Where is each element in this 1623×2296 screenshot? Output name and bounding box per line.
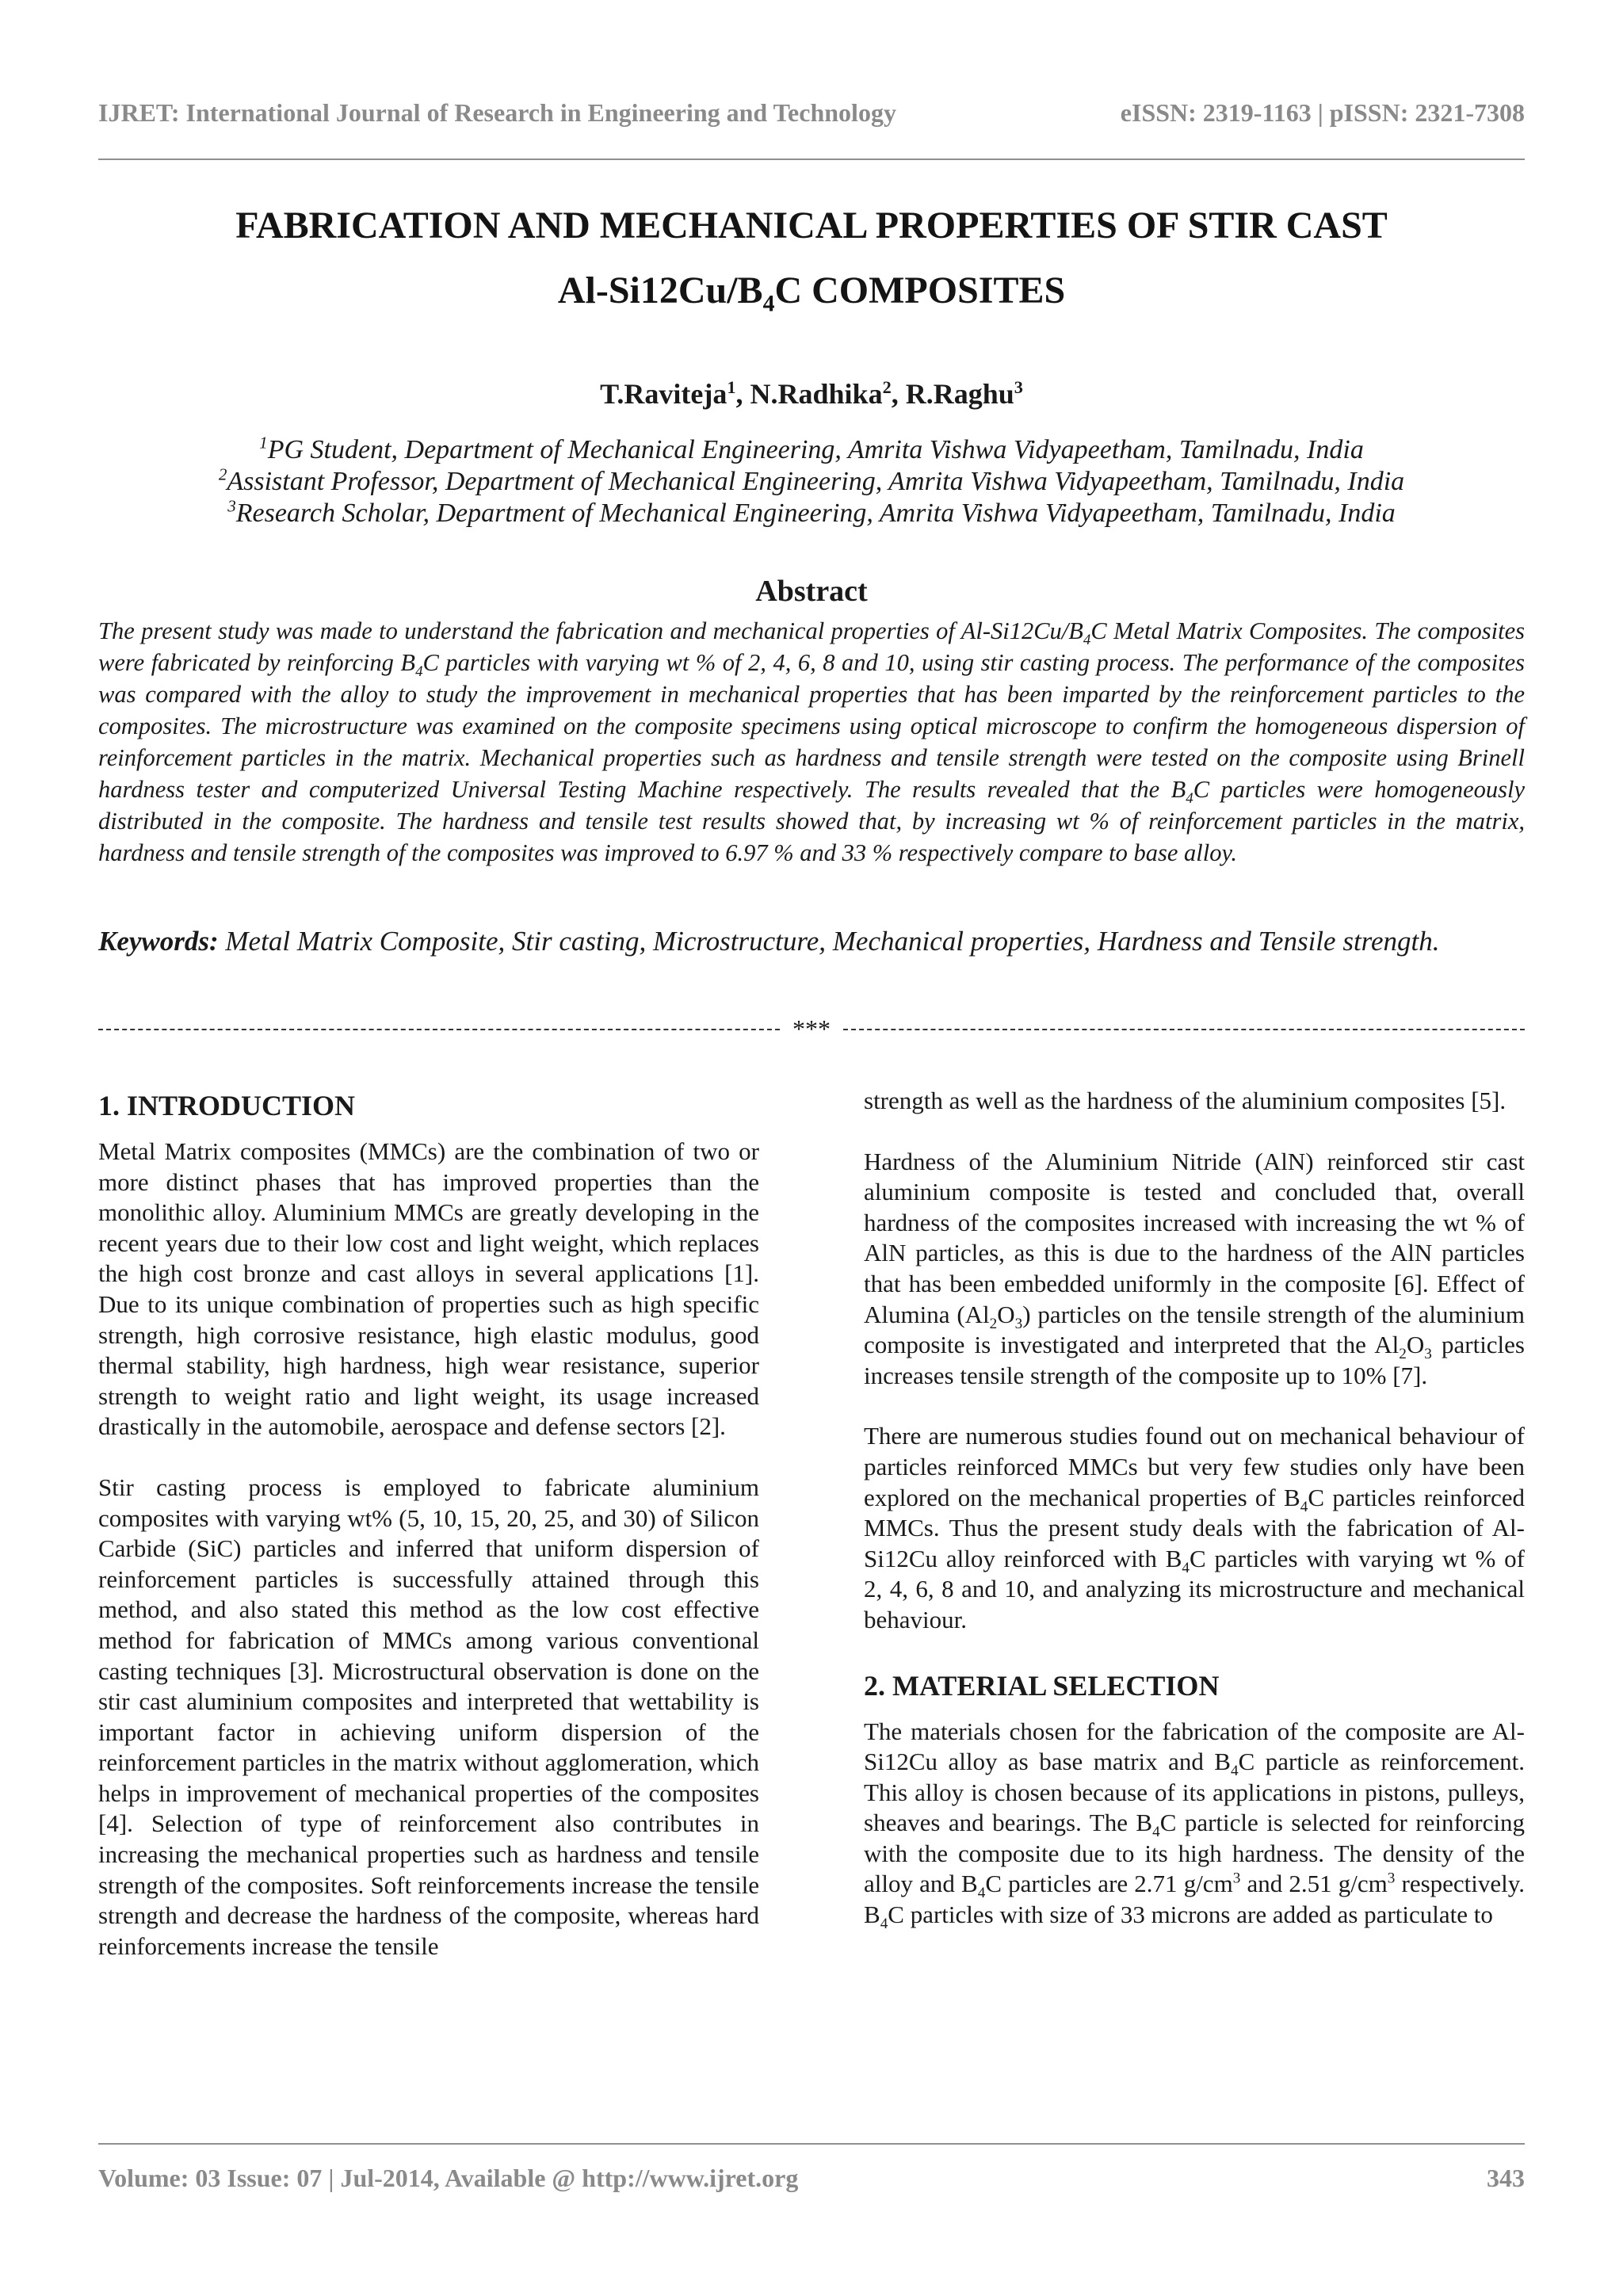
author-name: N.Radhika	[750, 378, 883, 410]
divider-stars: ***	[792, 1014, 831, 1043]
keywords-text: Metal Matrix Composite, Stir casting, Microstructure, Mechanical properties, Hardness and Tensile strength.	[225, 926, 1440, 957]
affiliation-2: $^2$Assistant Professor, Department of Mechanical Engineering, Amrita Vishwa Vidyapeetham, Tamilnadu, India	[218, 464, 1405, 496]
keywords-label: Keywords:	[98, 926, 219, 957]
affiliation-3: $^3$Research Scholar, Department of Mechanical Engineering, Amrita Vishwa Vidyapeetham, Tamilnadu, India	[227, 496, 1396, 528]
divider-dash-left	[98, 1029, 780, 1030]
journal-header: IJRET: International Journal of Research in Engineering and Technology	[98, 98, 896, 127]
paragraph: Stir casting process is employed to fabricate aluminium composites with varying wt% (5, 10, 15, 20, 25, and 30) of Silicon Carbide (SiC) particles and inferred that uniform dispersion of reinforcement particles is successfully attained through this method, and also stated this method as the low cost effective method for fabrication of MMCs among various conventional casting techniques [3]. Microstructural observation is done on the stir cast aluminium composites and interpreted that wettability is important factor in achieving uniform dispersion of the reinforcement particles in the matrix without agglomeration, which helps in improvement of mechanical properties of the composites [4]. Selection of type of reinforcement also contributes in increasing the mechanical properties such as hardness and tensile strength of the composites. Soft reinforcements increase the tensile strength and decrease the hardness of the composite, whereas hard reinforcements increase the tensile	[98, 1473, 759, 1960]
section-heading-introduction: 1. INTRODUCTION	[98, 1090, 356, 1121]
right-column	[864, 1086, 1525, 1961]
section-divider	[98, 1013, 1525, 1045]
paragraph: There are numerous studies found out on mechanical behaviour of particles reinforced MMCs but very few studies only have been explored on the mechanical properties of $B_4C$ particles reinforced MMCs. Thus the present study deals with the fabrication of Al-Si12Cu alloy reinforced with $B_4C$ particles with varying wt % of 2, 4, 6, 8 and 10, and analyzing its microstructure and mechanical behaviour.	[864, 1422, 1525, 1633]
author-name: T.Raviteja	[600, 378, 727, 410]
author-list: T.Raviteja$^1$, N.Radhika$^2$, R.Raghu$^3$	[600, 377, 1023, 410]
abstract-text: The present study was made to understand the fabrication and mechanical properties of $Al-Si12Cu/B_4C$ Metal Matrix Composites. The composites were fabricated by reinforcing $B_4C$ particles with varying wt % of 2, 4, 6, 8 and 10, using stir casting process. The performance of the composites was compared with the alloy to study the improvement in mechanical properties that has been imparted by the reinforcement particles to the composites. The microstructure was examined on the composite specimens using optical microscope to confirm the homogeneous dispersion of reinforcement particles in the matrix. Mechanical properties such as hardness and tensile strength were tested on the composite using Brinell hardness tester and computerized Universal Testing Machine respectively. The results revealed that the $B_4C$ particles were homogeneously distributed in the composite. The hardness and tensile test results showed that, by increasing wt % of reinforcement particles in the matrix, hardness and tensile strength of the composites was improved to 6.97 % and 33 % respectively compare to base alloy.	[98, 617, 1526, 866]
paragraph: Metal Matrix composites (MMCs) are the combination of two or more distinct phases that has improved properties than the monolithic alloy. Aluminium MMCs are greatly developing in the recent years due to their low cost and light weight, which replaces the high cost bronze and cast alloys in several applications [1]. Due to its unique combination of properties such as high specific strength, high corrosive resistance, high elastic modulus, good thermal stability, high hardness, high wear resistance, superior strength to weight ratio and light weight, its usage increased drastically in the automobile, aerospace and defense sectors [2].	[98, 1137, 759, 1441]
paragraph: Hardness of the Aluminium Nitride (AlN) reinforced stir cast aluminium composite is tested and concluded that, overall hardness of the composites increased with increasing the wt % of AlN particles, as this is due to the hardness of the AlN particles that has been embedded uniformly in the composite [6]. Effect of Alumina $(Al_2O_3)$ particles on the tensile strength of the aluminium composite is investigated and interpreted that the $Al_2O_3$ particles increases tensile strength of the composite up to 10% [7].	[864, 1147, 1525, 1389]
author-name: R.Raghu	[905, 378, 1014, 410]
page-number: 343	[1487, 2164, 1525, 2192]
left-column	[98, 1086, 759, 1992]
affiliation-1: $^1$PG Student, Department of Mechanical Engineering, Amrita Vishwa Vidyapeetham, Tamilnadu, India	[259, 433, 1364, 464]
header-rule	[98, 159, 1525, 160]
title-line-1: FABRICATION AND MECHANICAL PROPERTIES OF STIR CAST	[235, 204, 1388, 246]
paragraph: strength as well as the hardness of the aluminium composites [5].	[864, 1087, 1507, 1114]
keywords	[98, 916, 1525, 967]
paragraph: The materials chosen for the fabrication of the composite are Al-Si12Cu alloy as base matrix and $B_4C$ particle as reinforcement. This alloy is chosen because of its applications in pistons, pulleys, sheaves and bearings. The $B_4C$ particle is selected for reinforcing with the composite due to its high hardness. The density of the alloy and $B_4C$ particles are 2.71 $g/cm^3$ and 2.51 $g/cm^3$ respectively. $B_4C$ particles with size of 33 microns are added as particulate to	[864, 1717, 1526, 1933]
affiliations	[98, 434, 1525, 529]
paper-title	[98, 193, 1525, 323]
title-line-2: $Al-Si12Cu/B_4C$ COMPOSITES	[557, 269, 1066, 317]
abstract-heading: Abstract	[755, 575, 868, 608]
section-heading-material-selection: 2. MATERIAL SELECTION	[864, 1669, 1220, 1702]
divider-dash-right	[843, 1029, 1525, 1030]
issn-header: eISSN: 2319-1163 | pISSN: 2321-7308	[1120, 98, 1525, 127]
footer-volume-info: Volume: 03 Issue: 07 | Jul-2014, Available @ http://www.ijret.org	[98, 2164, 799, 2192]
footer-rule	[98, 2143, 1525, 2145]
